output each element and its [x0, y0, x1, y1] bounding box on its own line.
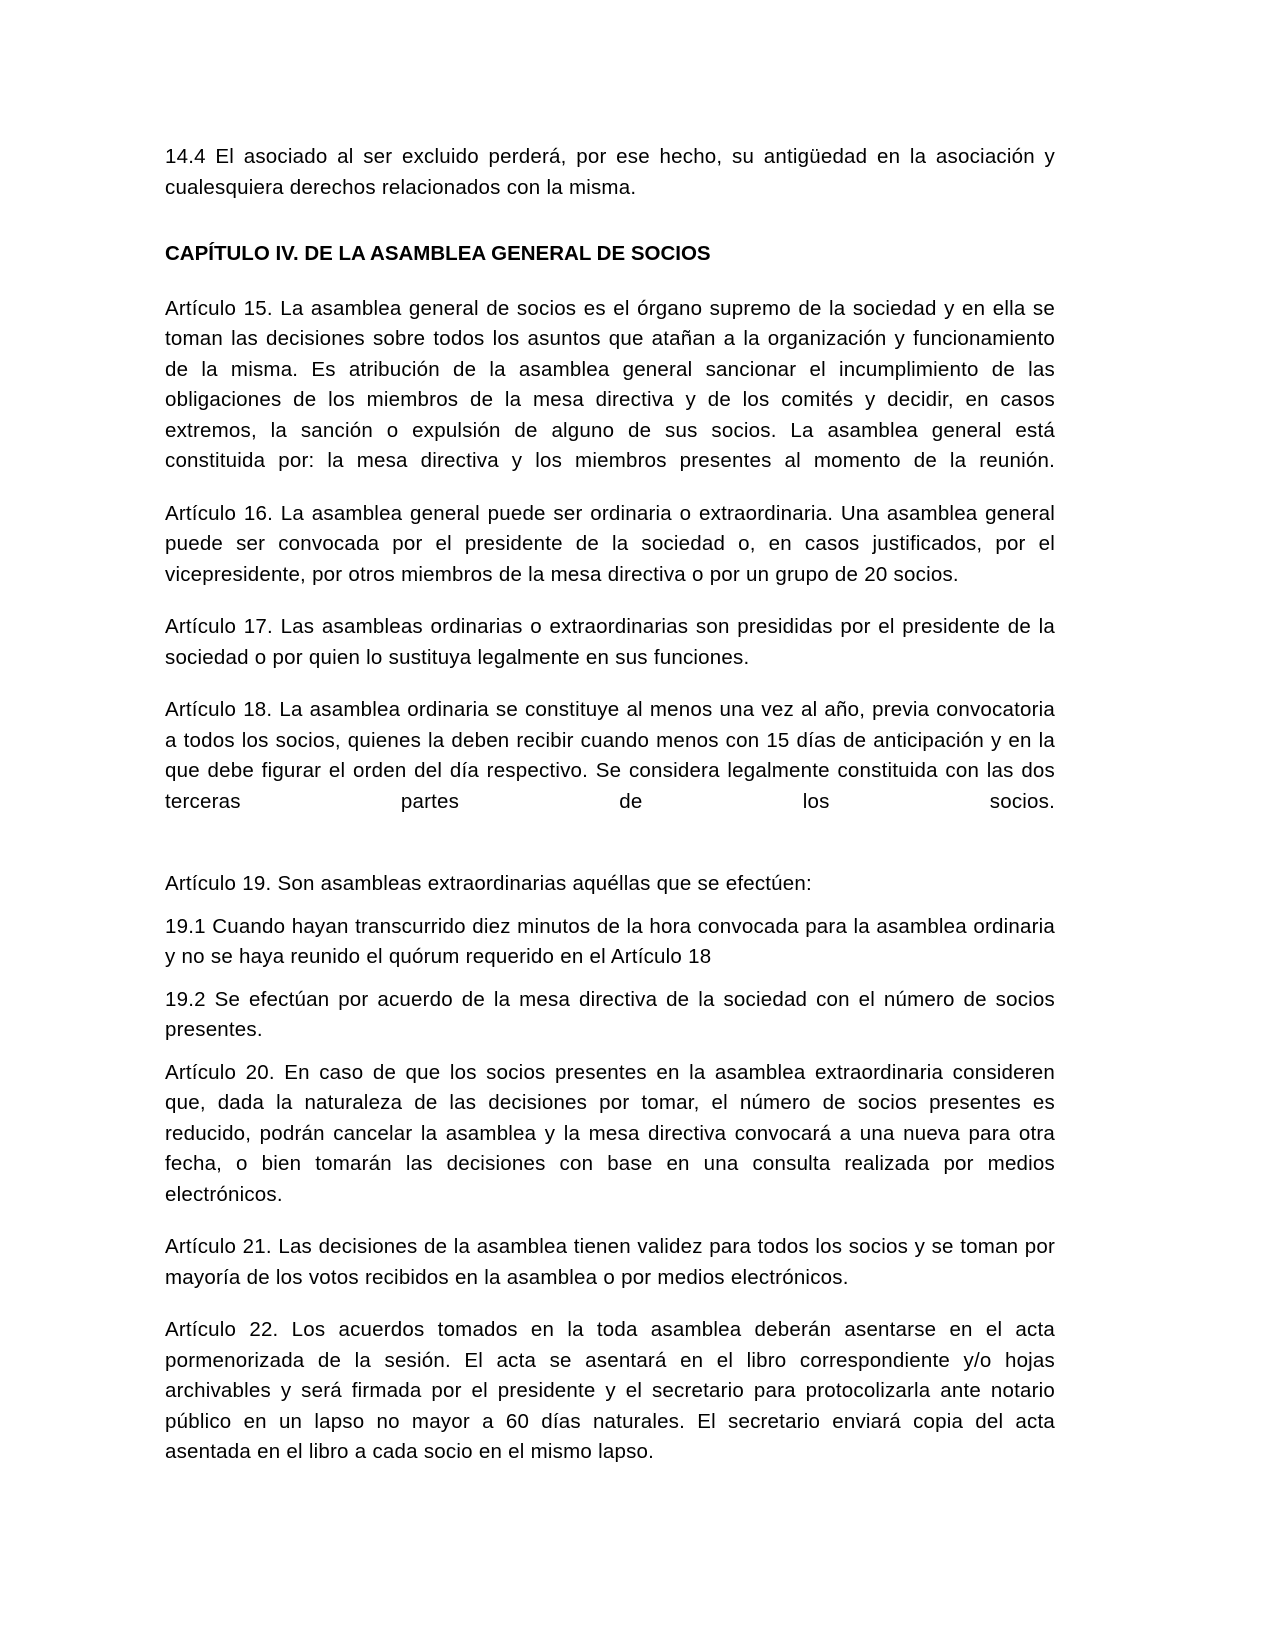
chapter-heading: CAPÍTULO IV. DE LA ASAMBLEA GENERAL DE SOCIOS [165, 242, 711, 265]
clause-19-2-paragraph: 19.2 Se efectúan por acuerdo de la mesa directiva de la sociedad con el número de socios presentes. [165, 987, 1055, 1041]
articulo-15-paragraph: Artículo 15. La asamblea general de socios es el órgano supremo de la sociedad y en ella se toman las decisiones sobre todos los asuntos que atañan a la organización y funcionamiento de la misma. Es atribución de la asamblea general sancionar el incumplimiento de las obligaciones de los miembros de la mesa directiva y de los comités y decidir, en casos extremos, la sanción o expulsión de alguno de sus socios. La asamblea general está constituida por: la mesa directiva y los miembros presentes al momento de la reunión. [165, 296, 1055, 472]
articulo-18-paragraph: Artículo 18. La asamblea ordinaria se constituye al menos una vez al año, previa convocatoria a todos los socios, quienes la deben recibir cuando menos con 15 días de anticipación y en la que debe figurar el orden del día respectivo. Se considera legalmente constituida con las dos terceras partes de los socios. [165, 698, 1055, 813]
document-body [165, 142, 1055, 1488]
clause-14-4-paragraph: 14.4 El asociado al ser excluido perderá, por ese hecho, su antigüedad en la asociación y cualesquiera derechos relacionados con la misma. [165, 145, 1055, 199]
articulo-17-paragraph: Artículo 17. Las asambleas ordinarias o extraordinarias son presididas por el presidente de la sociedad o por quien lo sustituya legalmente en sus funciones. [165, 615, 1055, 669]
articulo-19-paragraph: Artículo 19. Son asambleas extraordinarias aquéllas que se efectúen: [165, 872, 812, 895]
articulo-21-paragraph: Artículo 21. Las decisiones de la asamblea tienen validez para todos los socios y se toman por mayoría de los votos recibidos en la asamblea o por medios electrónicos. [165, 1235, 1055, 1289]
articulo-22-paragraph: Artículo 22. Los acuerdos tomados en la toda asamblea deberán asentarse en el acta pormenorizada de la sesión. El acta se asentará en el libro correspondiente y/o hojas archivables y será firmada por el presidente y el secretario para protocolizarla ante notario público en un lapso no mayor a 60 días naturales. El secretario enviará copia del acta asentada en el libro a cada socio en el mismo lapso. [165, 1318, 1055, 1463]
articulo-16-paragraph: Artículo 16. La asamblea general puede ser ordinaria o extraordinaria. Una asamblea general puede ser convocada por el presidente de la sociedad o, en casos justificados, por el vicepresidente, por otros miembros de la mesa directiva o por un grupo de 20 socios. [165, 501, 1055, 586]
clause-19-1-paragraph: 19.1 Cuando hayan transcurrido diez minutos de la hora convocada para la asamblea ordinaria y no se haya reunido el quórum requerido en el Artículo 18 [165, 914, 1055, 968]
articulo-20-paragraph: Artículo 20. En caso de que los socios presentes en la asamblea extraordinaria consideren que, dada la naturaleza de las decisiones por tomar, el número de socios presentes es reducido, podrán cancelar la asamblea y la mesa directiva convocará a una nueva para otra fecha, o bien tomarán las decisiones con base en una consulta realizada por medios electrónicos. [165, 1060, 1055, 1206]
